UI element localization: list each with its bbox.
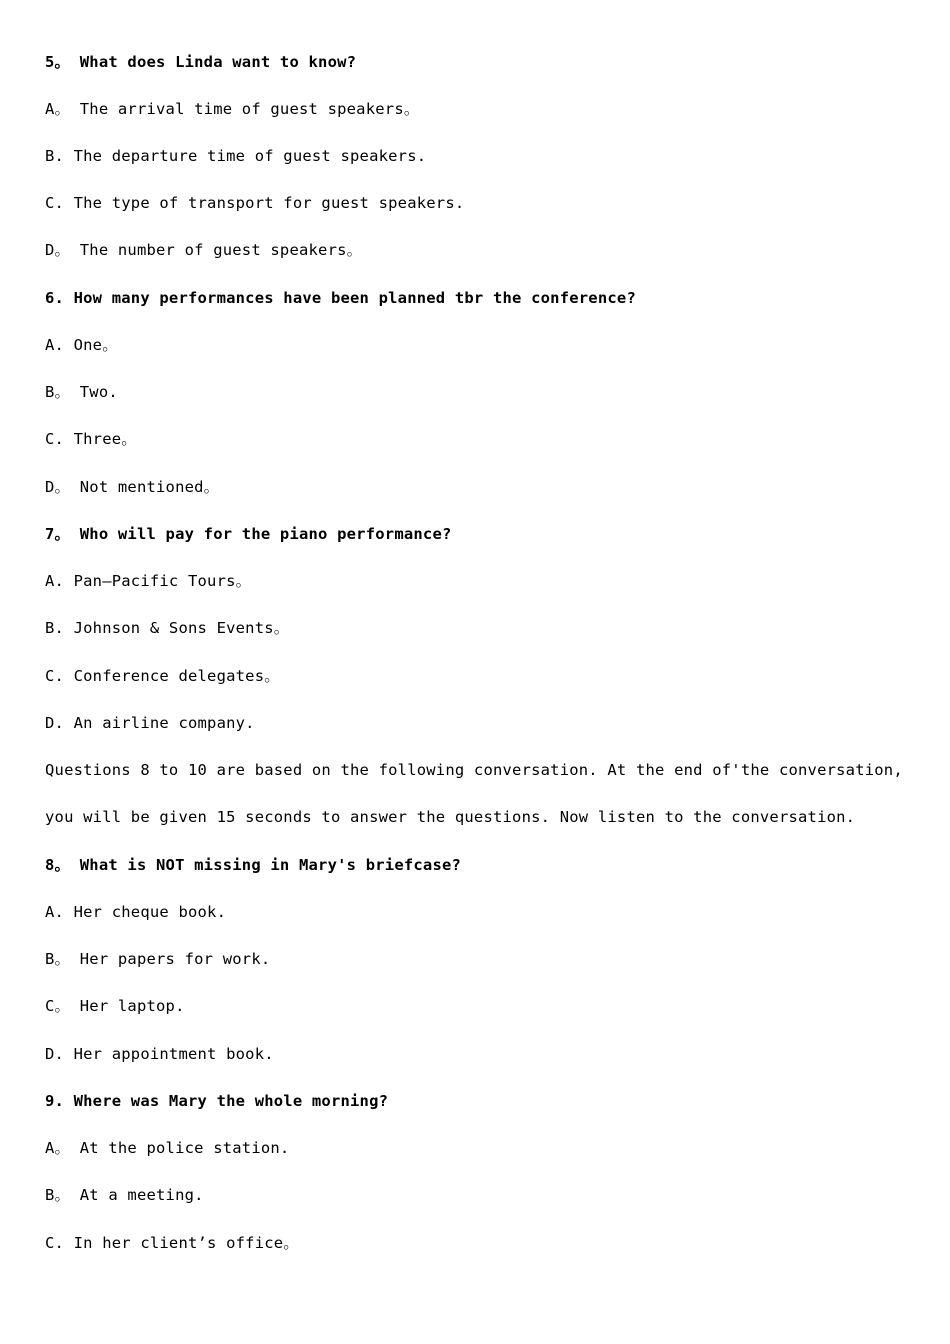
option-6a: A. One。 — [45, 336, 118, 354]
option-6b: B。 Two. — [45, 383, 118, 401]
option-8d: D. Her appointment book. — [45, 1045, 274, 1063]
section-instruction-line-2: you will be given 15 seconds to answer the questions. Now listen to the conversation. — [45, 808, 856, 826]
option-7a: A. Pan—Pacific Tours。 — [45, 572, 252, 590]
option-9a: A。 At the police station. — [45, 1139, 290, 1157]
option-5d: D。 The number of guest speakers。 — [45, 241, 363, 259]
option-8c: C。 Her laptop. — [45, 997, 185, 1015]
option-7b: B. Johnson & Sons Events。 — [45, 619, 290, 637]
option-7c: C. Conference delegates。 — [45, 667, 280, 685]
option-6c: C. Three。 — [45, 430, 137, 448]
question-9: 9. Where was Mary the whole morning? — [45, 1092, 389, 1110]
option-7d: D. An airline company. — [45, 714, 255, 732]
option-5b: B. The departure time of guest speakers. — [45, 147, 427, 165]
option-5a: A。 The arrival time of guest speakers。 — [45, 100, 420, 118]
option-5c: C. The type of transport for guest speakers. — [45, 194, 465, 212]
option-8b: B。 Her papers for work. — [45, 950, 271, 968]
question-5: 5。 What does Linda want to know? — [45, 53, 357, 71]
option-9c: C. In her client’s office。 — [45, 1234, 299, 1252]
option-6d: D。 Not mentioned。 — [45, 478, 220, 496]
option-9b: B。 At a meeting. — [45, 1186, 204, 1204]
question-6: 6. How many performances have been planned tbr the conference? — [45, 289, 636, 307]
question-8: 8。 What is NOT missing in Mary's briefcase? — [45, 856, 462, 874]
section-instruction-line-1: Questions 8 to 10 are based on the following conversation. At the end of'the conversation, — [45, 761, 903, 779]
question-7: 7。 Who will pay for the piano performance? — [45, 525, 452, 543]
option-8a: A. Her cheque book. — [45, 903, 227, 921]
